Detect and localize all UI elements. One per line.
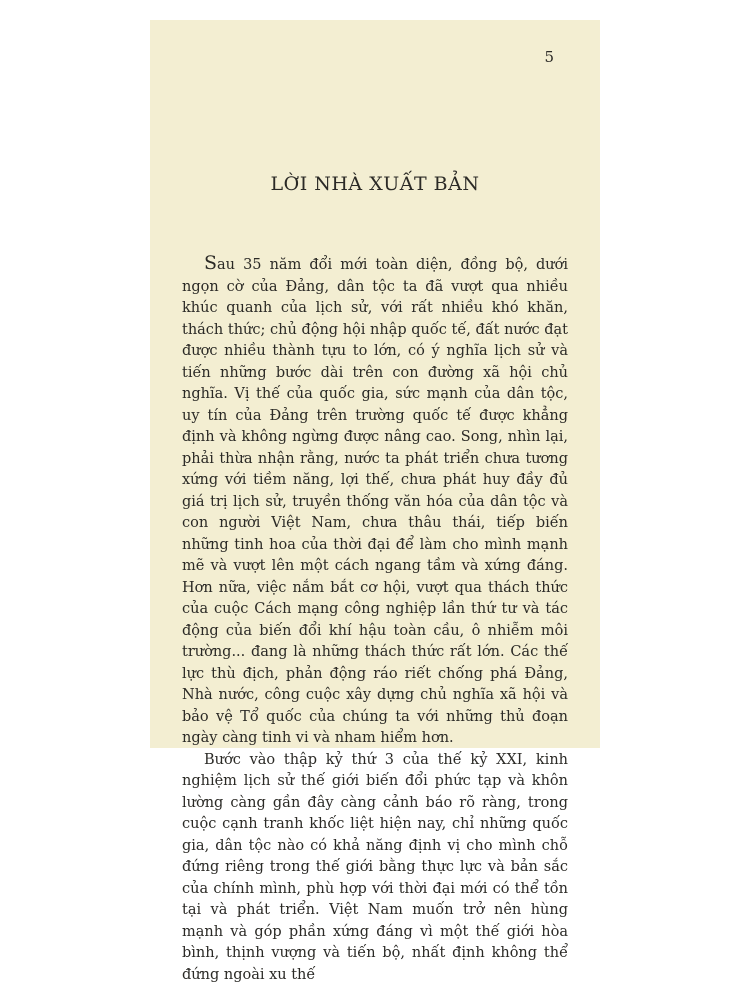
paragraph-1: Sau 35 năm đổi mới toàn diện, đồng bộ, dưới ngọn cờ của Đảng, dân tộc ta đã vượt qua nhiều khúc quanh của lịch sử, với rất nhiều khó khăn, thách thức; chủ động hội nhập quốc tế, đất nước đạt được nhiều thành tựu to lớn, có ý nghĩa lịch sử và tiến những bước dài trên con đường xã hội chủ nghĩa. Vị thế của quốc gia, sức mạnh của dân tộc, uy tín của Đảng trên trường quốc tế được khẳng định và không ngừng được nâng cao. Song, nhìn lại, phải thừa nhận rằng, nước ta phát triển chưa tương xứng với tiềm năng, lợi thế, chưa phát huy đầy đủ giá trị lịch sử, truyền thống văn hóa của dân tộc và con người Việt Nam, chưa thâu thái, tiếp biến những tinh hoa của thời đại để làm cho mình mạnh mẽ và vượt lên một cách ngang tầm và xứng đáng. Hơn nữa, việc nắm bắt cơ hội, vượt qua thách thức của cuộc Cách mạng công nghiệp lần thứ tư và tác động của biến đổi khí hậu toàn cầu, ô nhiễm môi trường... đang là những thách thức rất lớn. Các thế lực thù địch, phản động ráo riết chống phá Đảng, Nhà nước, công cuộc xây dựng chủ nghĩa xã hội và bảo vệ Tổ quốc của chúng ta với những thủ đoạn ngày càng tinh vi và nham hiểm hơn. <box>182 253 568 750</box>
page-number: 5 <box>544 48 554 66</box>
book-page <box>150 20 600 748</box>
paragraph-2: Bước vào thập kỷ thứ 3 của thế kỷ XXI, kinh nghiệm lịch sử thế giới biến đổi phức tạp và khôn lường càng gần đây càng cảnh báo rõ ràng, trong cuộc cạnh tranh khốc liệt hiện nay, chỉ những quốc gia, dân tộc nào có khả năng định vị cho mình chỗ đứng riêng trong thế giới bằng thực lực và bản sắc của chính mình, phù hợp với thời đại mới có thể tồn tại và phát triển. Việt Nam muốn trở nên hùng mạnh và góp phần xứng đáng vì một thế giới hòa bình, thịnh vượng và tiến bộ, nhất định không thể đứng ngoài xu thế <box>182 750 568 986</box>
body-text <box>182 253 568 986</box>
page-heading: LỜI NHÀ XUẤT BẢN <box>150 173 600 195</box>
